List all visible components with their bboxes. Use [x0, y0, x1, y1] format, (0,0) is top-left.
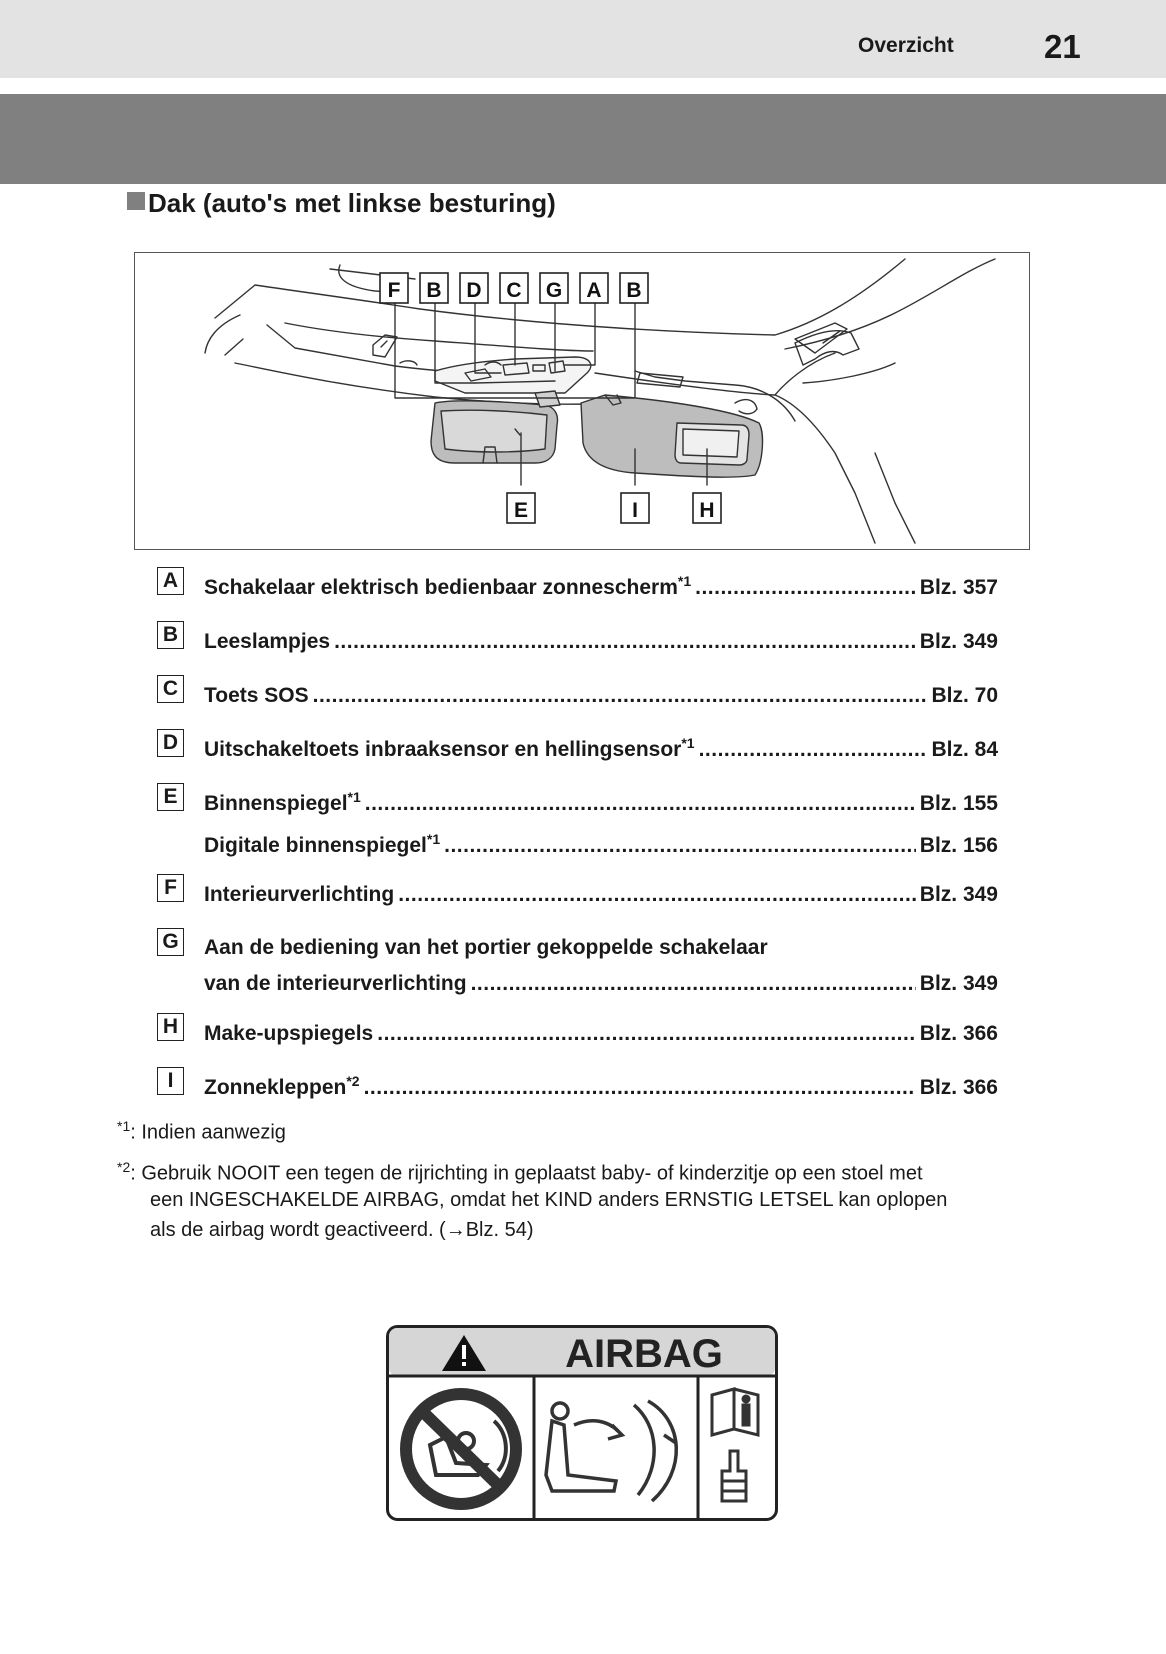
entry-letter-f: F	[157, 874, 184, 902]
square-bullet-icon	[127, 192, 145, 210]
figure-label-top-1: F	[387, 279, 401, 302]
entry-f	[204, 877, 998, 907]
entry-text	[204, 630, 330, 654]
page-ref: Blz. 366	[919, 1022, 998, 1045]
entry-b	[204, 624, 998, 654]
dot-leader	[444, 834, 916, 858]
section-title	[127, 188, 556, 219]
entry-d	[204, 732, 998, 762]
entry-text	[204, 883, 394, 907]
footnote-1-text: Indien aanwezig	[141, 1121, 286, 1144]
section-name: Overzicht	[858, 34, 954, 57]
footnote-2-mark: *2	[117, 1159, 131, 1175]
entry-text	[204, 1073, 360, 1100]
dot-leader	[365, 792, 916, 816]
entry-label: Make-upspiegels	[204, 1022, 374, 1045]
dot-leader	[313, 684, 928, 708]
figure-label-top-6: A	[586, 279, 602, 302]
footnote-mark: *1	[347, 789, 361, 805]
page-ref: Blz. 349	[919, 630, 998, 653]
footnote-2-line-3: als de airbag wordt geactiveerd. (→Blz. 54)	[150, 1219, 534, 1241]
entry-letter-g: G	[157, 928, 184, 956]
entry-text	[204, 831, 441, 858]
entry-letter-b: B	[157, 621, 184, 649]
entry-text	[204, 972, 467, 996]
dot-leader	[471, 972, 916, 996]
airbag-title: AIRBAG	[565, 1332, 723, 1376]
entry-letter-i: I	[157, 1067, 184, 1095]
footnote-mark: *1	[681, 735, 695, 751]
entry-letter-e: E	[157, 783, 184, 811]
entry-label: Zonnekleppen	[204, 1076, 347, 1099]
entry-label: Toets SOS	[204, 684, 309, 707]
figure-label-top-4: C	[506, 279, 522, 302]
footnote-2: $^{*2}$: Gebruik NOOIT een tegen de rijrichting in geplaatst baby- of kinderzitje op een stoel met	[117, 1159, 923, 1185]
dot-leader	[695, 576, 916, 600]
entry-a	[204, 570, 998, 600]
entry-letter-a: A	[157, 567, 184, 595]
entry-label: Leeslampjes	[204, 630, 331, 653]
footnote-1: $^{*1}$: Indien aanwezig	[117, 1118, 286, 1144]
dot-leader	[398, 883, 916, 907]
page-number: 21	[1044, 28, 1081, 65]
page-ref: Blz. 366	[919, 1076, 998, 1099]
footnote-2-line-1: Gebruik NOOIT een tegen de rijrichting in geplaatst baby- of kinderzitje op een stoel met	[141, 1162, 923, 1185]
footnote-1-mark: *1	[117, 1118, 131, 1134]
dot-leader	[364, 1076, 916, 1100]
entry-h	[204, 1016, 998, 1046]
figure-label-top-7: B	[626, 279, 642, 302]
entry-c	[204, 678, 998, 708]
entry-letter-d: D	[157, 729, 184, 757]
section-title-text: Dak (auto's met linkse besturing)	[148, 188, 556, 218]
entry-i	[204, 1070, 998, 1100]
entry-letter-h: H	[157, 1013, 184, 1041]
footnote-mark: *1	[677, 573, 692, 589]
header-band	[0, 0, 1166, 78]
page-ref: Blz. 349	[919, 883, 998, 906]
page-ref: Blz. 70	[931, 684, 998, 707]
figure-label-bottom-3: H	[699, 499, 715, 522]
dot-leader	[377, 1022, 916, 1046]
entry-text	[204, 789, 361, 816]
page-ref: Blz. 155	[919, 792, 998, 815]
entry-g	[204, 966, 998, 996]
entry-g-first-line: Aan de bediening van het portier gekoppelde schakelaar	[204, 936, 768, 959]
entry-text	[204, 1022, 373, 1046]
page-ref: Blz. 156	[919, 834, 998, 857]
entry-text	[204, 684, 309, 708]
entry-label: Digitale binnenspiegel	[204, 834, 427, 857]
page-ref: Blz. 349	[919, 972, 998, 995]
footnote-mark: *1	[426, 831, 441, 847]
chapter-band	[0, 94, 1166, 184]
entry-label: Schakelaar elektrisch bedienbaar zonnescherm	[204, 576, 678, 599]
footnote-2-line-2: een INGESCHAKELDE AIRBAG, omdat het KIND anders ERNSTIG LETSEL kan oplopen	[150, 1189, 948, 1211]
page-ref: Blz. 357	[919, 576, 998, 599]
roof-drawing	[135, 253, 1031, 551]
entry-text	[204, 573, 692, 600]
entry-label: Uitschakeltoets inbraaksensor en hellingsensor	[204, 738, 682, 761]
figure-label-bottom-2: I	[632, 499, 638, 522]
figure-label-top-5: G	[545, 279, 563, 302]
dot-leader	[334, 630, 916, 654]
footnote-mark: *2	[346, 1073, 360, 1089]
dot-leader	[699, 738, 928, 762]
header-separator	[0, 78, 1166, 94]
entry-text	[204, 735, 695, 762]
entry-e-digital	[204, 828, 998, 858]
page-ref: Blz. 84	[931, 738, 998, 761]
figure-label-top-2: B	[426, 279, 442, 302]
figure-label-bottom-1: E	[513, 499, 529, 522]
no-child-seat-icon	[406, 1394, 516, 1504]
entry-label: van de interieurverlichting	[204, 972, 467, 995]
airbag-warning-label	[386, 1325, 778, 1521]
entry-label: Binnenspiegel	[204, 792, 348, 815]
entry-label: Interieurverlichting	[204, 883, 395, 906]
entry-e	[204, 786, 998, 816]
entry-letter-c: C	[157, 675, 184, 703]
roof-illustration	[134, 252, 1030, 550]
airbag-label-drawing	[386, 1325, 778, 1521]
figure-label-top-3: D	[466, 279, 482, 302]
